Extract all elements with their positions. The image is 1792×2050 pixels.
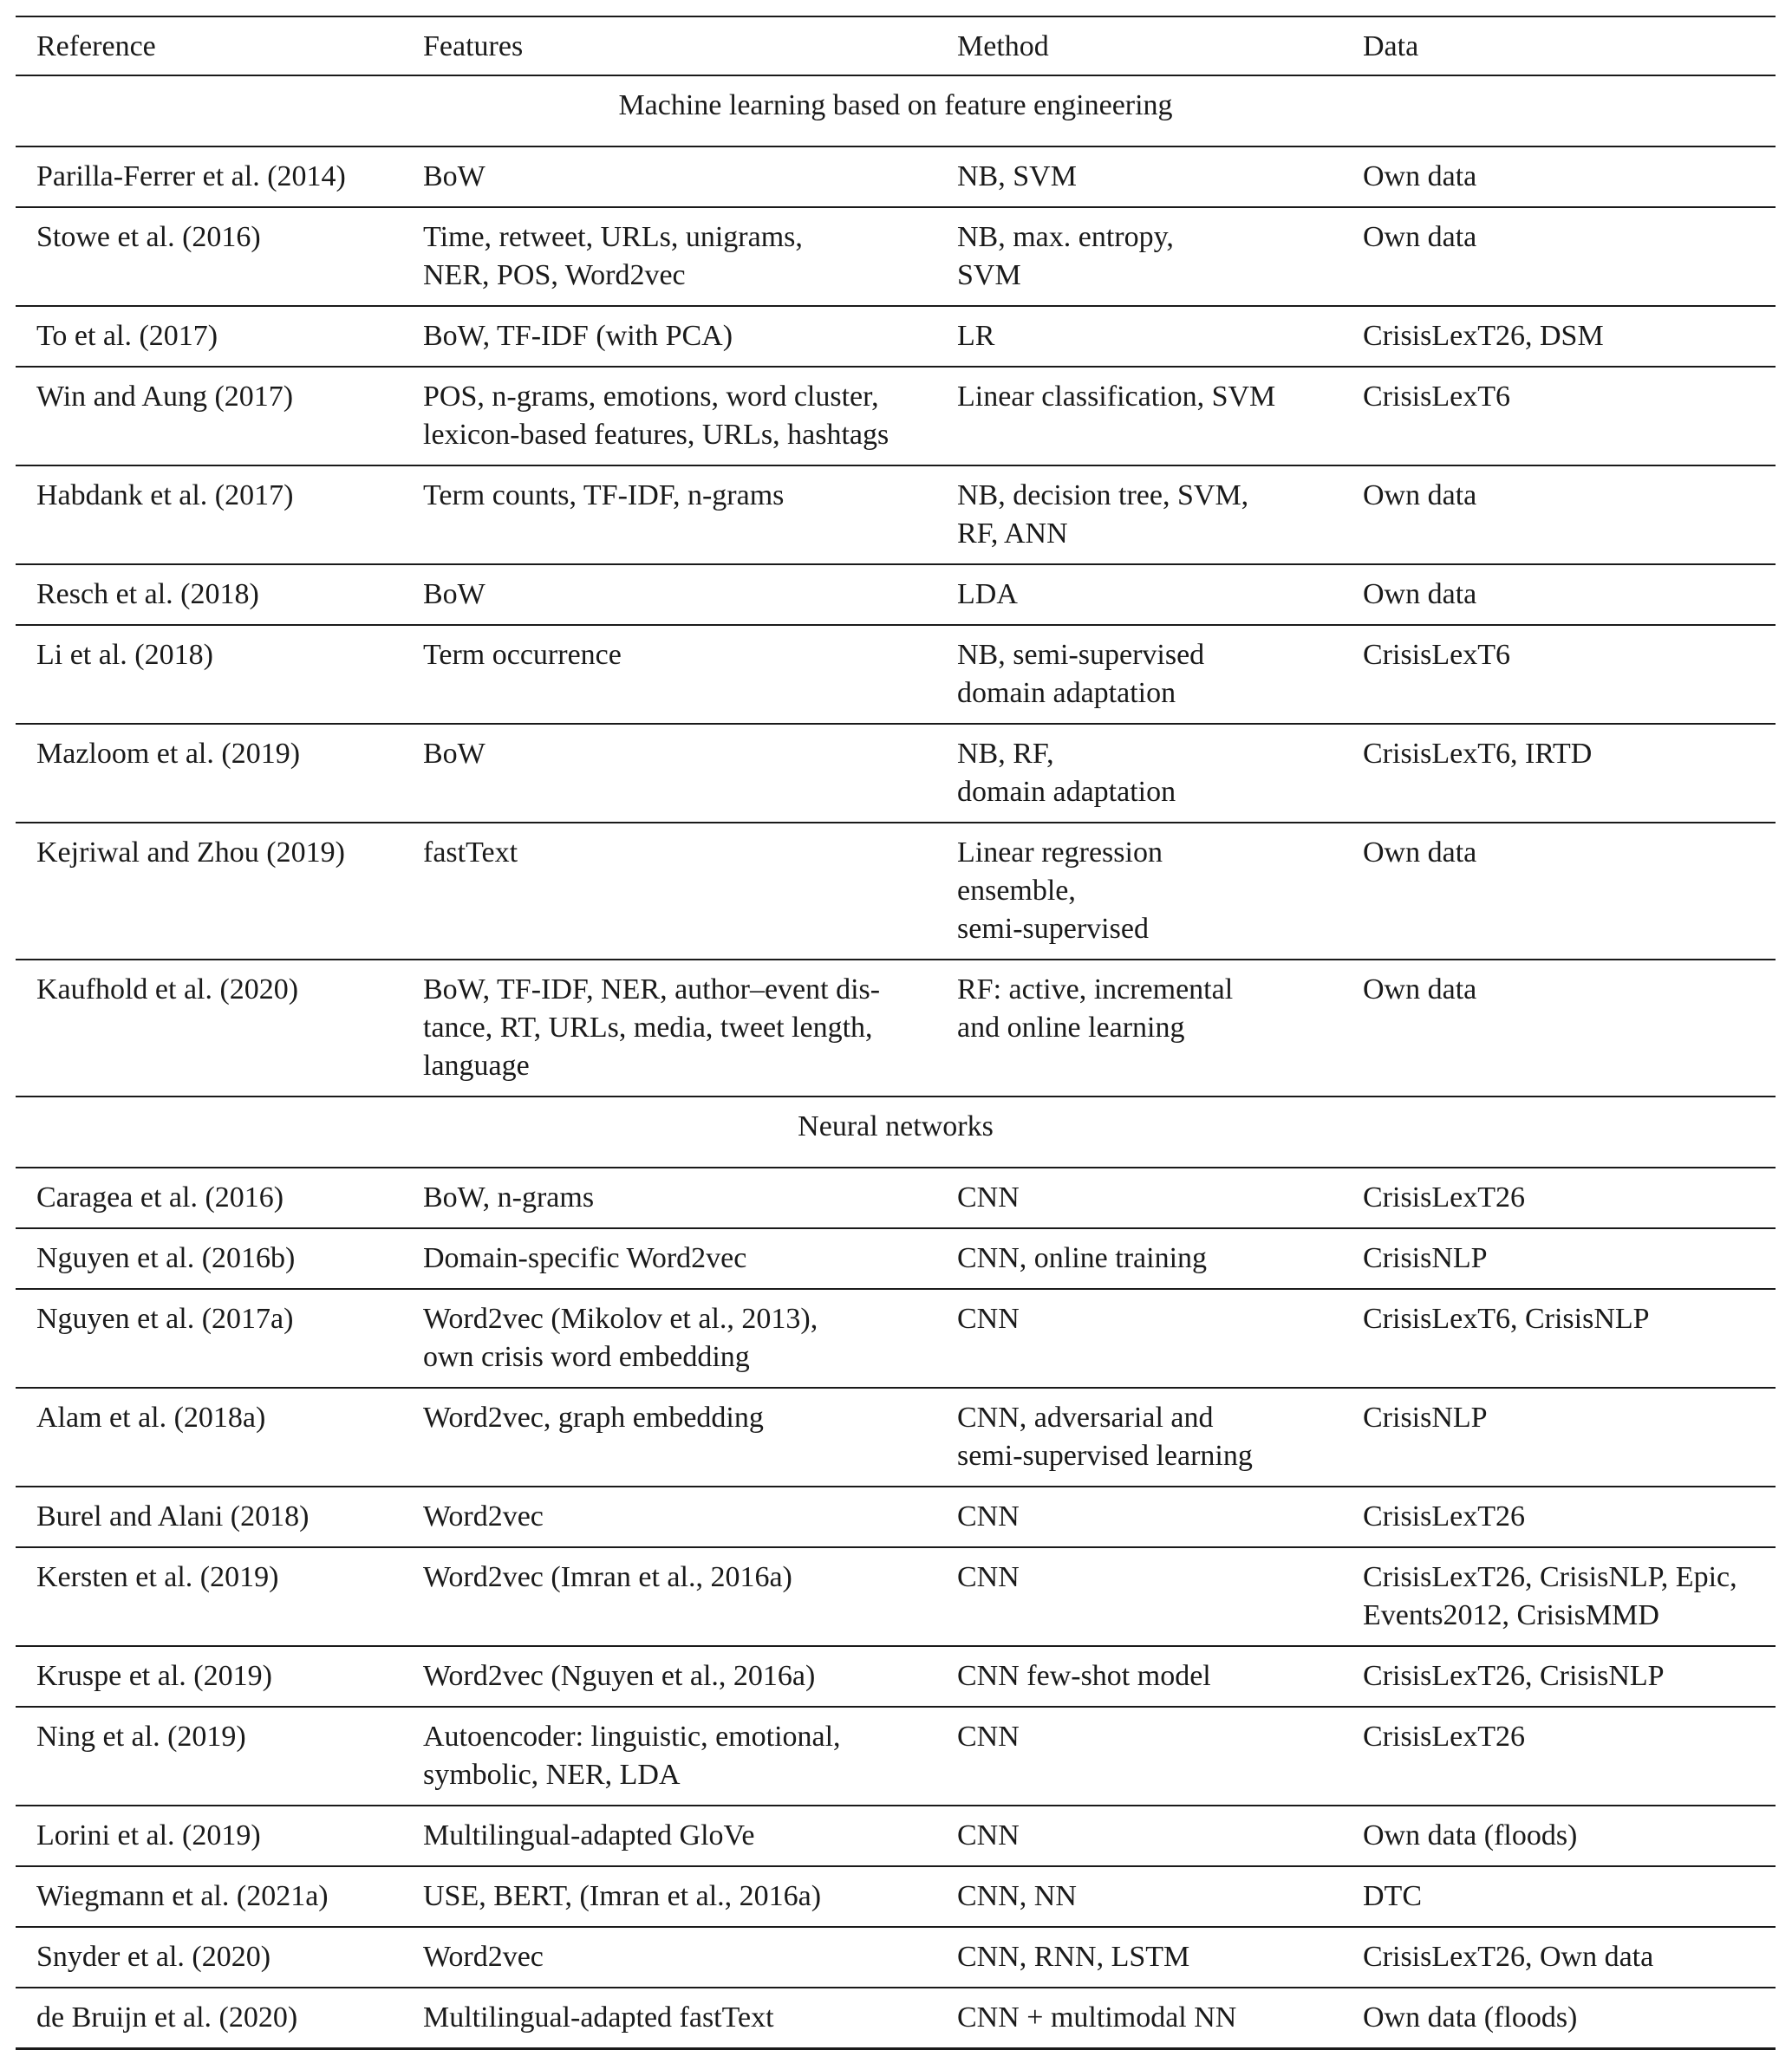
cell-data: Own data (floods)	[1363, 2001, 1578, 2034]
header-row	[16, 16, 1776, 75]
cell-reference: Stowe et al. (2016)	[36, 221, 261, 253]
cell-features: Term counts, TF-IDF, n-grams	[423, 479, 785, 511]
cell-features: Domain-specific Word2vec	[423, 1242, 747, 1274]
section-header-row	[16, 75, 1776, 146]
header-reference: Reference	[36, 30, 156, 62]
table-row	[16, 823, 1776, 960]
cell-reference: Kruspe et al. (2019)	[36, 1660, 272, 1692]
cell-reference: Parilla-Ferrer et al. (2014)	[36, 160, 346, 192]
table-row	[16, 367, 1776, 465]
cell-method: CNN	[957, 1561, 1020, 1593]
cell-data: CrisisLexT6	[1363, 639, 1510, 671]
section-title: Neural networks	[798, 1110, 994, 1142]
table-row	[16, 1168, 1776, 1228]
section-title: Machine learning based on feature engineering	[618, 89, 1173, 121]
cell-data: CrisisLexT26, CrisisNLP	[1363, 1660, 1665, 1692]
cell-method: RF: active, incremental and online learning	[957, 973, 1234, 1044]
cell-data: Own data	[1363, 479, 1477, 511]
cell-features: Word2vec, graph embedding	[423, 1402, 764, 1434]
cell-method: CNN	[957, 1181, 1020, 1214]
header-data: Data	[1363, 30, 1419, 62]
cell-features: BoW, TF-IDF (with PCA)	[423, 320, 733, 352]
cell-method: CNN, online training	[957, 1242, 1208, 1274]
cell-features: Multilingual-adapted fastText	[423, 2001, 774, 2034]
cell-method: CNN few-shot model	[957, 1660, 1211, 1692]
cell-features: Word2vec	[423, 1941, 544, 1973]
cell-method: CNN	[957, 1819, 1020, 1852]
cell-method: CNN	[957, 1303, 1020, 1335]
cell-features: Word2vec (Nguyen et al., 2016a)	[423, 1660, 816, 1692]
table-row	[16, 306, 1776, 367]
table-body	[16, 75, 1776, 2049]
cell-reference: To et al. (2017)	[36, 320, 218, 352]
cell-features: BoW	[423, 160, 485, 192]
cell-features: BoW, n-grams	[423, 1181, 595, 1214]
table-row	[16, 960, 1776, 1097]
cell-reference: Resch et al. (2018)	[36, 578, 259, 610]
table-row	[16, 724, 1776, 823]
table-row	[16, 1388, 1776, 1487]
cell-reference: Lorini et al. (2019)	[36, 1819, 261, 1852]
cell-method: NB, SVM	[957, 160, 1077, 192]
table-row	[16, 146, 1776, 207]
cell-reference: Kejriwal and Zhou (2019)	[36, 836, 345, 869]
cell-data: Own data	[1363, 160, 1477, 192]
cell-reference: Caragea et al. (2016)	[36, 1181, 284, 1214]
cell-method: CNN, RNN, LSTM	[957, 1941, 1190, 1973]
cell-data: Own data	[1363, 578, 1477, 610]
cell-reference: Mazloom et al. (2019)	[36, 738, 301, 770]
cell-features: USE, BERT, (Imran et al., 2016a)	[423, 1880, 822, 1912]
cell-method: CNN, NN	[957, 1880, 1077, 1912]
cell-reference: Burel and Alani (2018)	[36, 1500, 310, 1533]
cell-reference: Alam et al. (2018a)	[36, 1402, 266, 1434]
cell-features: Word2vec (Imran et al., 2016a)	[423, 1561, 792, 1593]
cell-method: LR	[957, 320, 995, 352]
header-features: Features	[423, 30, 524, 62]
table-header	[16, 16, 1776, 75]
cell-data: CrisisLexT26, DSM	[1363, 320, 1604, 352]
cell-data: CrisisLexT26	[1363, 1500, 1525, 1533]
cell-data: CrisisLexT26, CrisisNLP, Epic, Events2012, CrisisMMD	[1363, 1561, 1737, 1631]
cell-data: CrisisLexT26	[1363, 1721, 1525, 1753]
cell-features: Time, retweet, URLs, unigrams, NER, POS, Word2vec	[423, 221, 803, 291]
table-row	[16, 1927, 1776, 1988]
cell-features: Word2vec (Mikolov et al., 2013), own crisis word embedding	[423, 1303, 818, 1373]
table-row	[16, 465, 1776, 564]
table-row	[16, 1487, 1776, 1547]
cell-data: CrisisLexT26	[1363, 1181, 1525, 1214]
cell-reference: Nguyen et al. (2017a)	[36, 1303, 294, 1335]
cell-reference: Kaufhold et al. (2020)	[36, 973, 299, 1005]
cell-reference: de Bruijn et al. (2020)	[36, 2001, 298, 2034]
cell-method: CNN	[957, 1721, 1020, 1753]
table-row	[16, 1646, 1776, 1707]
literature-table-container	[16, 16, 1776, 2050]
cell-method: CNN + multimodal NN	[957, 2001, 1237, 2034]
cell-features: BoW, TF-IDF, NER, author–event dis- tance, RT, URLs, media, tweet length, language	[423, 973, 881, 1082]
cell-features: BoW	[423, 578, 485, 610]
cell-data: CrisisLexT6, CrisisNLP	[1363, 1303, 1650, 1335]
cell-data: Own data	[1363, 836, 1477, 869]
cell-features: Word2vec	[423, 1500, 544, 1533]
table-row	[16, 207, 1776, 306]
cell-data: CrisisLexT6	[1363, 381, 1510, 413]
cell-reference: Kersten et al. (2019)	[36, 1561, 279, 1593]
cell-data: CrisisNLP	[1363, 1242, 1488, 1274]
cell-features: Autoencoder: linguistic, emotional, symbolic, NER, LDA	[423, 1721, 841, 1791]
cell-method: Linear classification, SVM	[957, 381, 1276, 413]
cell-method: LDA	[957, 578, 1018, 610]
cell-data: Own data (floods)	[1363, 1819, 1578, 1852]
cell-data: CrisisLexT6, IRTD	[1363, 738, 1593, 770]
cell-data: DTC	[1363, 1880, 1422, 1912]
cell-reference: Snyder et al. (2020)	[36, 1941, 271, 1973]
cell-data: Own data	[1363, 221, 1477, 253]
cell-reference: Ning et al. (2019)	[36, 1721, 246, 1753]
cell-data: CrisisNLP	[1363, 1402, 1488, 1434]
cell-reference: Li et al. (2018)	[36, 639, 213, 671]
cell-method: Linear regression ensemble, semi-supervised	[957, 836, 1163, 945]
cell-method: NB, decision tree, SVM, RF, ANN	[957, 479, 1249, 550]
cell-reference: Nguyen et al. (2016b)	[36, 1242, 296, 1274]
table-row	[16, 564, 1776, 625]
table-row	[16, 625, 1776, 724]
cell-features: BoW	[423, 738, 485, 770]
cell-reference: Win and Aung (2017)	[36, 381, 294, 413]
cell-features: Multilingual-adapted GloVe	[423, 1819, 755, 1852]
cell-reference: Habdank et al. (2017)	[36, 479, 294, 511]
cell-features: fastText	[423, 836, 518, 869]
cell-method: NB, max. entropy, SVM	[957, 221, 1174, 291]
cell-method: NB, semi-supervised domain adaptation	[957, 639, 1205, 709]
cell-data: Own data	[1363, 973, 1477, 1005]
table-row	[16, 1289, 1776, 1388]
cell-method: CNN, adversarial and semi-supervised learning	[957, 1402, 1253, 1472]
cell-reference: Wiegmann et al. (2021a)	[36, 1880, 329, 1912]
section-header-row	[16, 1097, 1776, 1168]
table-row	[16, 1707, 1776, 1806]
cell-method: NB, RF, domain adaptation	[957, 738, 1176, 808]
cell-features: Term occurrence	[423, 639, 622, 671]
cell-data: CrisisLexT26, Own data	[1363, 1941, 1654, 1973]
cell-method: CNN	[957, 1500, 1020, 1533]
table-row	[16, 1866, 1776, 1927]
table-row	[16, 1806, 1776, 1866]
table-row	[16, 1547, 1776, 1646]
table-row	[16, 1228, 1776, 1289]
header-method: Method	[957, 30, 1049, 62]
table-row	[16, 1988, 1776, 2049]
cell-features: POS, n-grams, emotions, word cluster, lexicon-based features, URLs, hashtags	[423, 381, 889, 451]
literature-table	[16, 16, 1776, 2050]
